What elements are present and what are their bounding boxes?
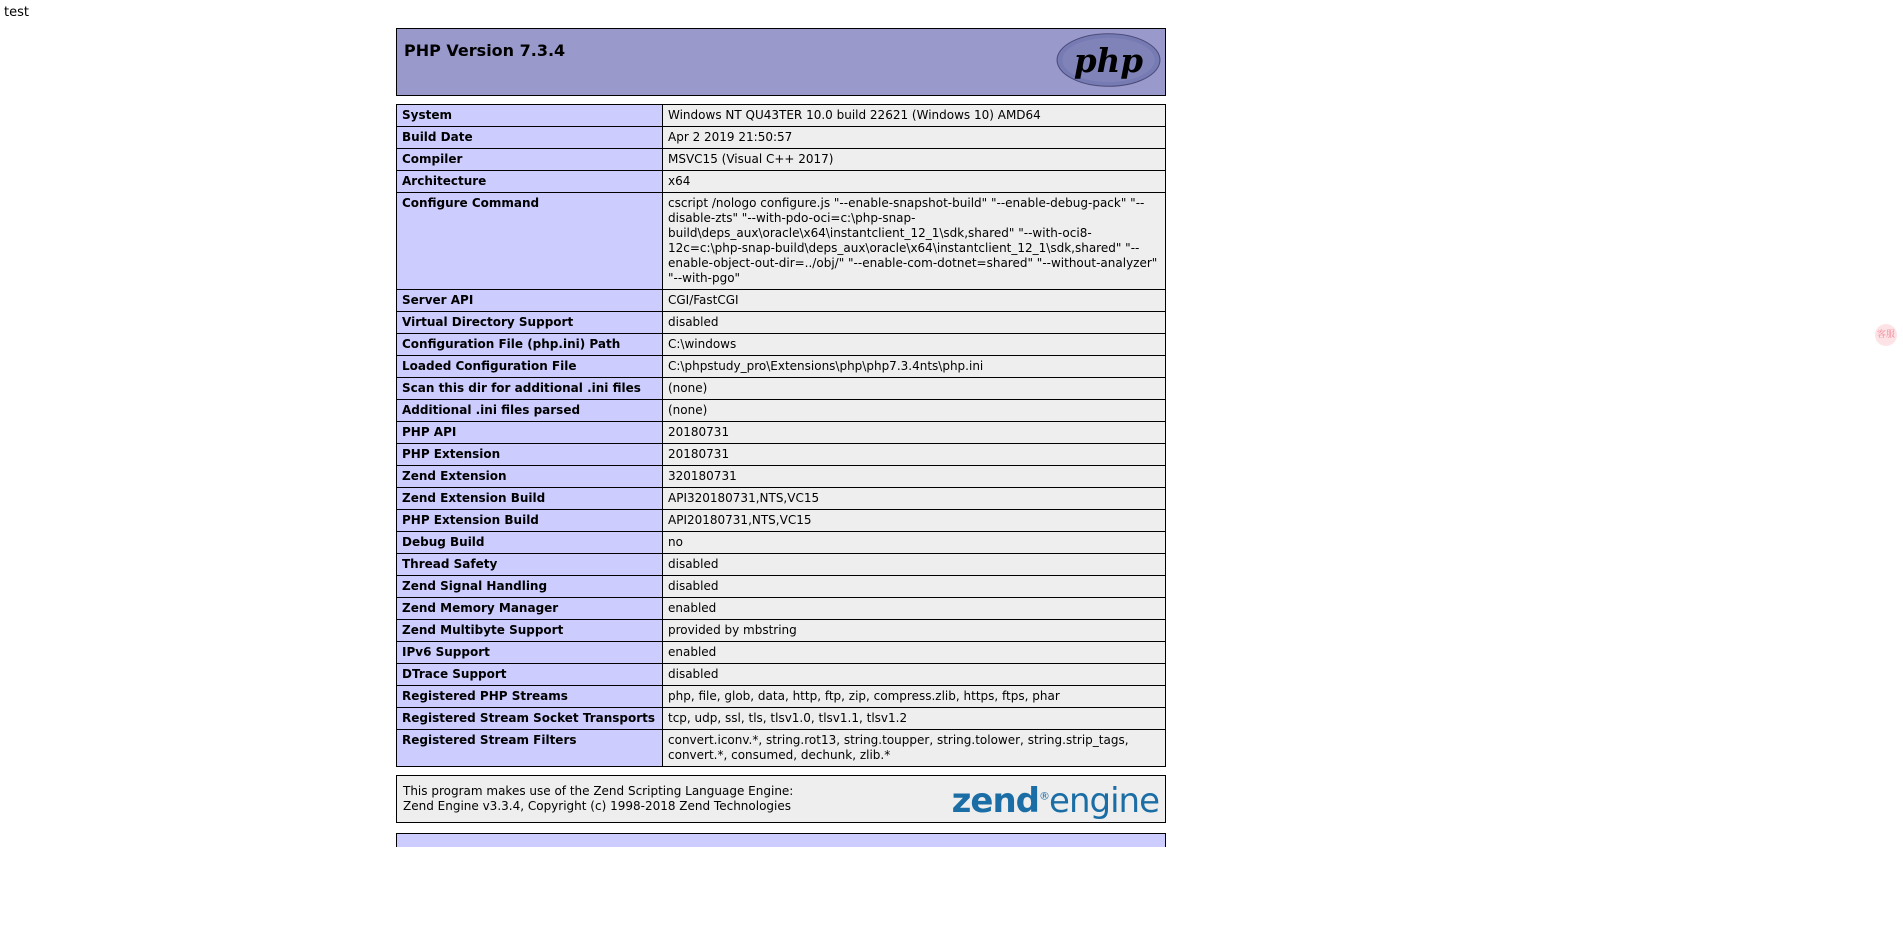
row-key: Scan this dir for additional .ini files bbox=[397, 378, 663, 400]
row-value: enabled bbox=[663, 598, 1166, 620]
row-key: Configure Command bbox=[397, 193, 663, 290]
zend-engine-logo bbox=[952, 781, 1159, 821]
row-value: no bbox=[663, 532, 1166, 554]
row-key: Configuration File (php.ini) Path bbox=[397, 334, 663, 356]
row-key: Registered Stream Filters bbox=[397, 730, 663, 767]
table-row bbox=[397, 356, 1166, 378]
row-key: Debug Build bbox=[397, 532, 663, 554]
table-row bbox=[397, 598, 1166, 620]
row-value: API20180731,NTS,VC15 bbox=[663, 510, 1166, 532]
row-key: PHP Extension Build bbox=[397, 510, 663, 532]
row-value: API320180731,NTS,VC15 bbox=[663, 488, 1166, 510]
phpinfo-table-body bbox=[397, 105, 1166, 767]
table-row bbox=[397, 686, 1166, 708]
row-value: 20180731 bbox=[663, 422, 1166, 444]
row-key: Registered PHP Streams bbox=[397, 686, 663, 708]
row-value: MSVC15 (Visual C++ 2017) bbox=[663, 149, 1166, 171]
row-key: Loaded Configuration File bbox=[397, 356, 663, 378]
row-key: PHP API bbox=[397, 422, 663, 444]
row-value: C:\phpstudy_pro\Extensions\php\php7.3.4nts\php.ini bbox=[663, 356, 1166, 378]
row-value: enabled bbox=[663, 642, 1166, 664]
table-row bbox=[397, 400, 1166, 422]
table-row bbox=[397, 422, 1166, 444]
table-row bbox=[397, 378, 1166, 400]
table-row bbox=[397, 642, 1166, 664]
table-row bbox=[397, 171, 1166, 193]
table-row bbox=[397, 312, 1166, 334]
row-key: Additional .ini files parsed bbox=[397, 400, 663, 422]
row-key: PHP Extension bbox=[397, 444, 663, 466]
table-row bbox=[397, 127, 1166, 149]
zend-logo-first: zend bbox=[951, 781, 1040, 821]
table-row bbox=[397, 576, 1166, 598]
row-key: Thread Safety bbox=[397, 554, 663, 576]
row-value: tcp, udp, ssl, tls, tlsv1.0, tlsv1.1, tlsv1.2 bbox=[663, 708, 1166, 730]
php-version-banner bbox=[396, 28, 1166, 96]
row-key: System bbox=[397, 105, 663, 127]
row-value: disabled bbox=[663, 554, 1166, 576]
row-value: disabled bbox=[663, 312, 1166, 334]
row-value: Apr 2 2019 21:50:57 bbox=[663, 127, 1166, 149]
row-key: Architecture bbox=[397, 171, 663, 193]
zend-engine-footer bbox=[396, 775, 1166, 823]
row-value: disabled bbox=[663, 576, 1166, 598]
table-row bbox=[397, 488, 1166, 510]
php-logo-icon bbox=[1056, 32, 1161, 88]
row-key: Zend Extension bbox=[397, 466, 663, 488]
phpinfo-page bbox=[396, 28, 1166, 847]
row-value: 20180731 bbox=[663, 444, 1166, 466]
row-value: provided by mbstring bbox=[663, 620, 1166, 642]
zend-logo-second: engine bbox=[1049, 781, 1159, 821]
zend-logo-registered: ® bbox=[1039, 789, 1050, 803]
row-key: Registered Stream Socket Transports bbox=[397, 708, 663, 730]
row-value: x64 bbox=[663, 171, 1166, 193]
table-row bbox=[397, 290, 1166, 312]
table-row bbox=[397, 149, 1166, 171]
table-row bbox=[397, 105, 1166, 127]
table-row bbox=[397, 554, 1166, 576]
phpinfo-table bbox=[396, 104, 1166, 767]
row-key: Zend Extension Build bbox=[397, 488, 663, 510]
row-value: (none) bbox=[663, 378, 1166, 400]
row-key: DTrace Support bbox=[397, 664, 663, 686]
page-title: PHP Version 7.3.4 bbox=[404, 41, 566, 60]
row-key: Server API bbox=[397, 290, 663, 312]
row-value: (none) bbox=[663, 400, 1166, 422]
row-value: CGI/FastCGI bbox=[663, 290, 1166, 312]
table-row bbox=[397, 193, 1166, 290]
table-row bbox=[397, 664, 1166, 686]
zend-credit-line-2: Zend Engine v3.3.4, Copyright (c) 1998-2018 Zend Technologies bbox=[403, 799, 792, 813]
svg-text:php: php bbox=[1073, 41, 1144, 81]
row-value: disabled bbox=[663, 664, 1166, 686]
row-key: Zend Multibyte Support bbox=[397, 620, 663, 642]
row-key: Virtual Directory Support bbox=[397, 312, 663, 334]
zend-credit-text bbox=[403, 784, 793, 814]
row-key: Zend Memory Manager bbox=[397, 598, 663, 620]
zend-credit-line-1: This program makes use of the Zend Scripting Language Engine: bbox=[403, 784, 794, 798]
table-row bbox=[397, 334, 1166, 356]
row-key: IPv6 Support bbox=[397, 642, 663, 664]
table-row bbox=[397, 620, 1166, 642]
row-value: convert.iconv.*, string.rot13, string.toupper, string.tolower, string.strip_tags, convert.*, consumed, dechunk, zlib.* bbox=[663, 730, 1166, 767]
table-row bbox=[397, 510, 1166, 532]
table-row bbox=[397, 532, 1166, 554]
customer-service-widget[interactable]: 客服 bbox=[1875, 324, 1897, 346]
row-value: cscript /nologo configure.js "--enable-snapshot-build" "--enable-debug-pack" "--disable-zts" "--with-pdo-oci=c:\php-snap-build\deps_aux\oracle\x64\instantclient_12_1\sdk,shared" "--with-oci8-12c=c:\php-snap-build\deps_aux\oracle\x64\instantclient_12_1\sdk,shared" "--enable-object-out-dir=../obj/" "--enable-com-dotnet=shared" "--without-analyzer" "--with-pgo" bbox=[663, 193, 1166, 290]
table-row bbox=[397, 466, 1166, 488]
next-section-header bbox=[396, 833, 1166, 847]
table-row bbox=[397, 708, 1166, 730]
row-value: php, file, glob, data, http, ftp, zip, compress.zlib, https, ftps, phar bbox=[663, 686, 1166, 708]
table-row bbox=[397, 444, 1166, 466]
row-key: Compiler bbox=[397, 149, 663, 171]
page-top-text: test bbox=[4, 5, 29, 20]
row-key: Zend Signal Handling bbox=[397, 576, 663, 598]
row-value: 320180731 bbox=[663, 466, 1166, 488]
table-row bbox=[397, 730, 1166, 767]
row-value: C:\windows bbox=[663, 334, 1166, 356]
row-key: Build Date bbox=[397, 127, 663, 149]
row-value: Windows NT QU43TER 10.0 build 22621 (Windows 10) AMD64 bbox=[663, 105, 1166, 127]
